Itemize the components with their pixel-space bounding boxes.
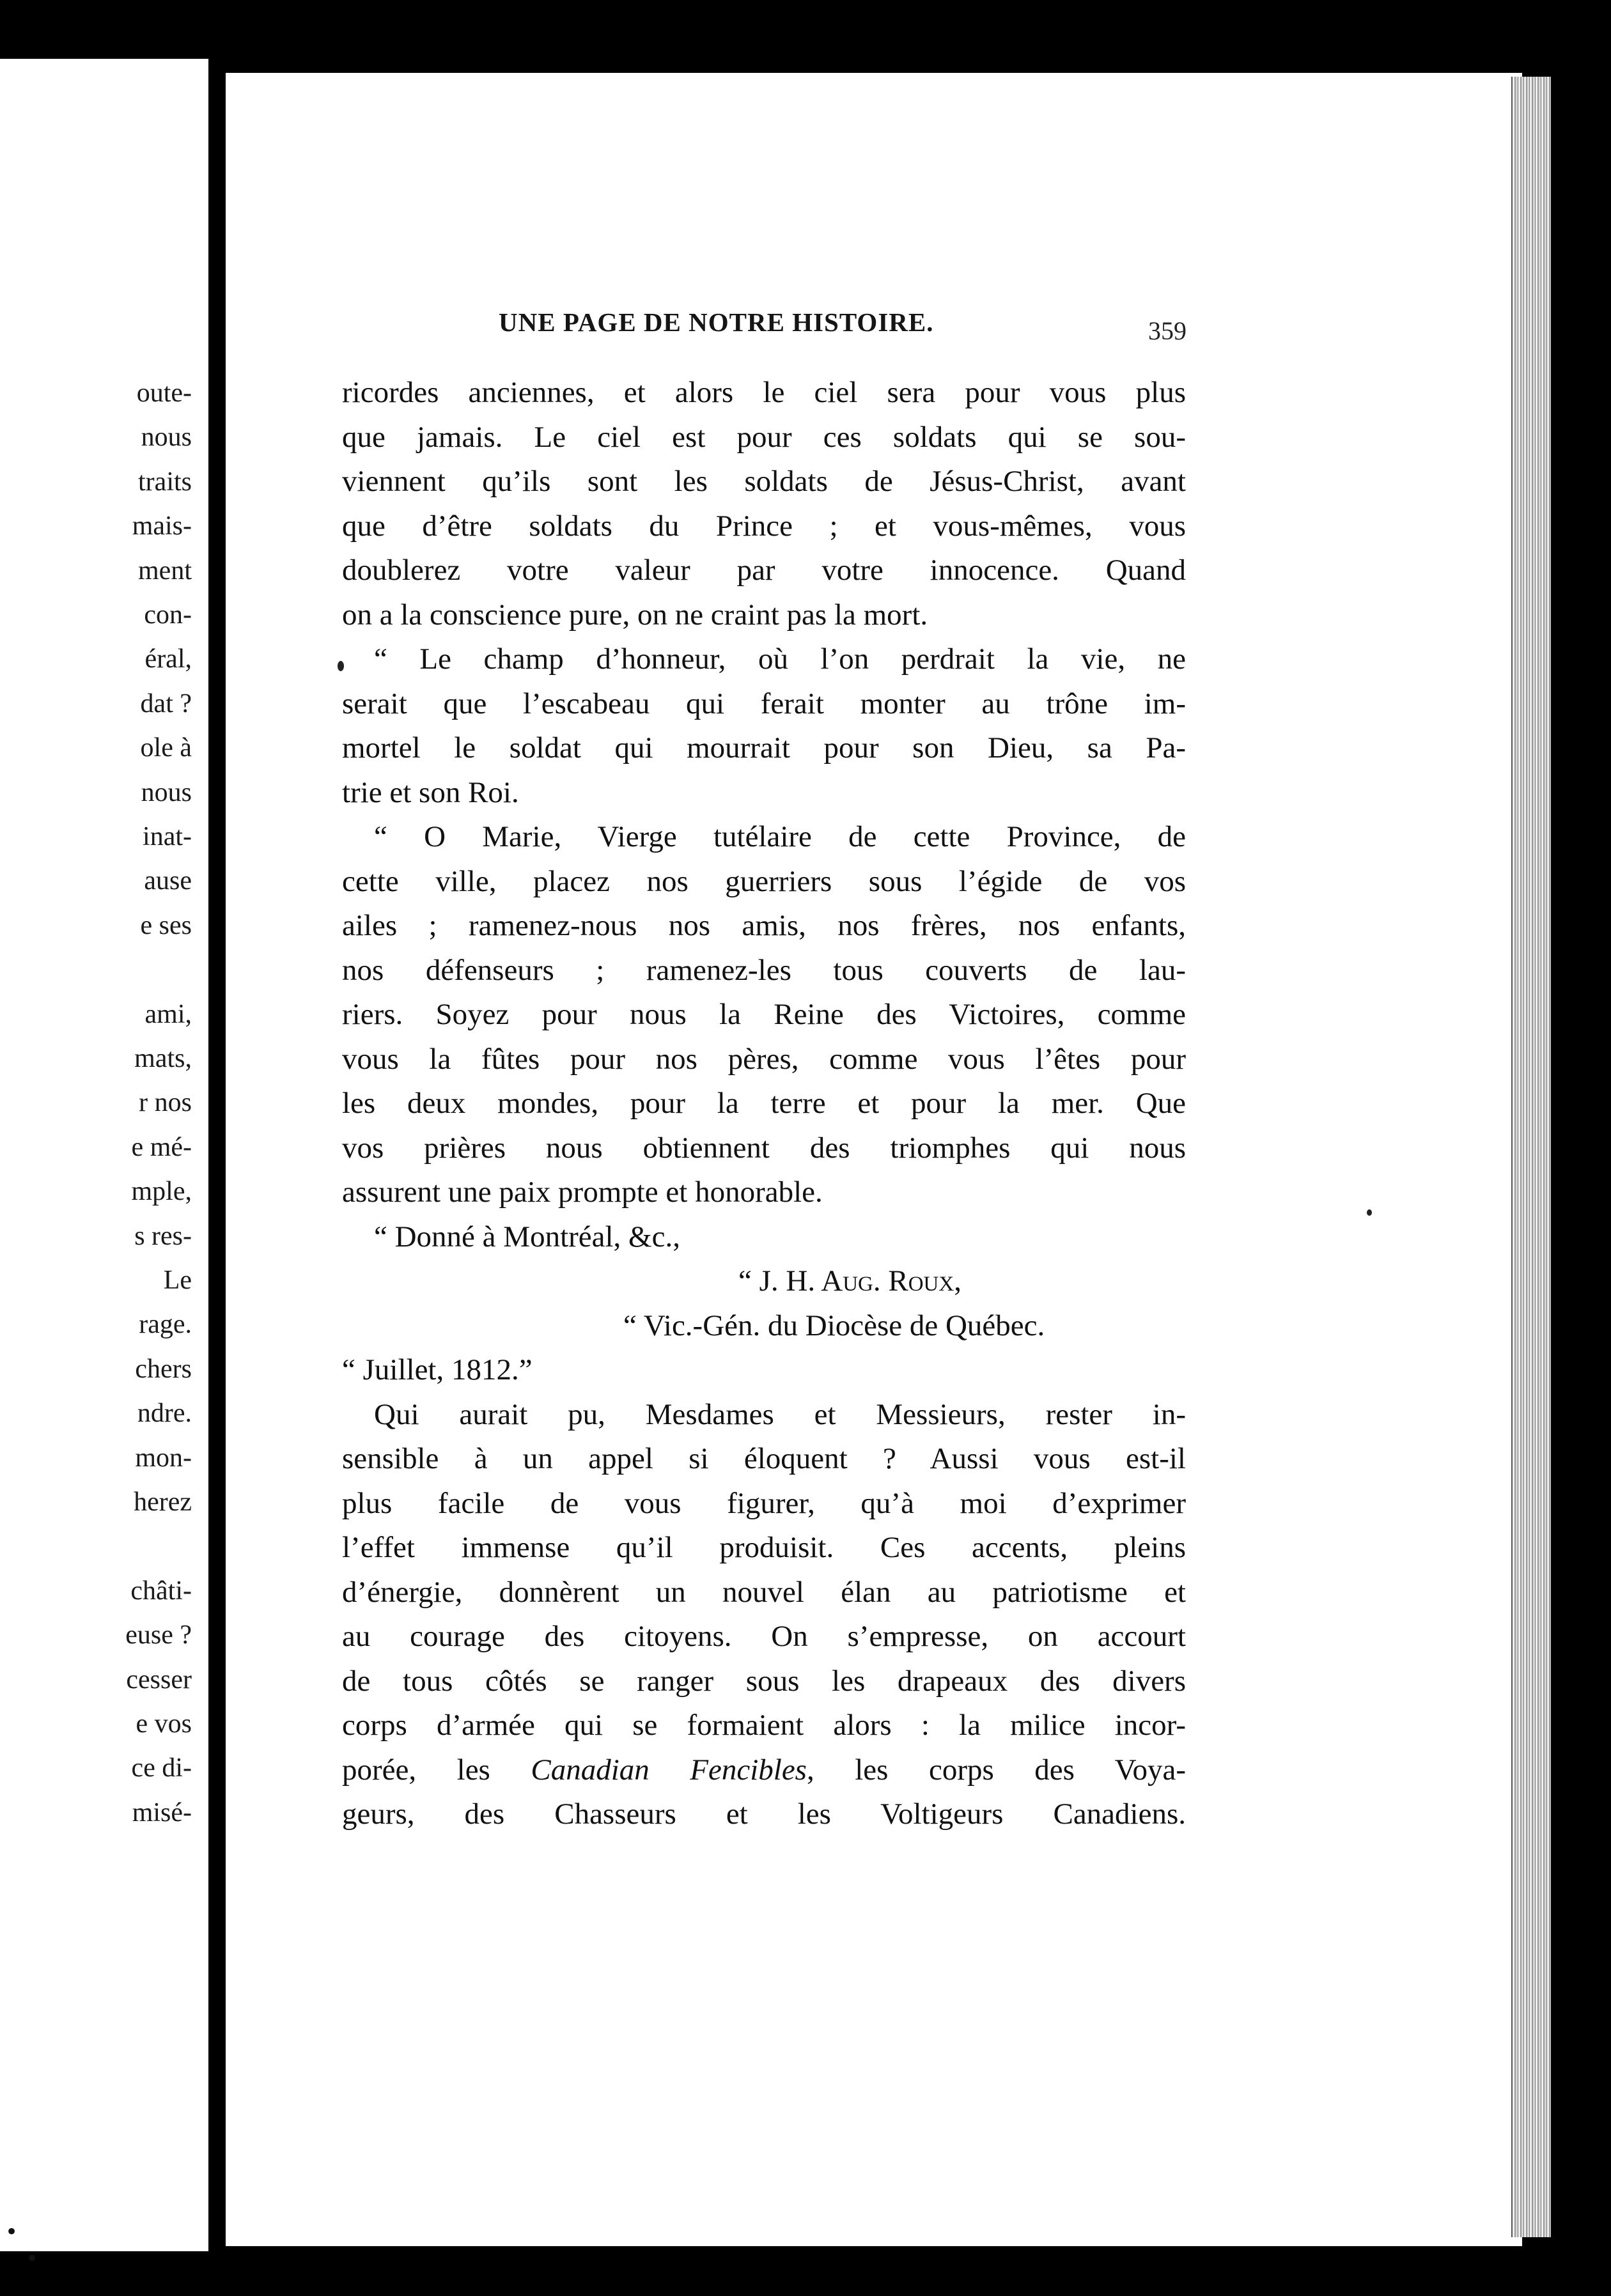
text-line: au courage des citoyens. On s’empresse, on accourt — [342, 1620, 1186, 1653]
text-line: Qui aurait pu, Mesdames et Messieurs, rester in- — [374, 1397, 1186, 1431]
ink-speck — [1367, 1209, 1372, 1216]
left-page-line: Le — [163, 1266, 192, 1295]
text-segment: , les corps des Voya- — [806, 1753, 1186, 1787]
left-page-line: mon- — [135, 1443, 192, 1473]
text-line: les deux mondes, pour la terre et pour la mer. Que — [342, 1087, 1186, 1120]
left-page-line: herez — [134, 1487, 192, 1517]
text-line: vous la fûtes pour nos pères, comme vous l’êtes pour — [342, 1042, 1186, 1076]
left-page-line: e mé- — [131, 1132, 192, 1162]
left-page-line: s res- — [134, 1221, 192, 1251]
text-line: “ Donné à Montréal, &c., — [374, 1220, 680, 1253]
left-page-line: éral, — [144, 644, 192, 674]
left-page-line: e vos — [136, 1709, 192, 1739]
text-line: on a la conscience pure, on ne craint pas la mort. — [342, 598, 928, 632]
text-line: mortel le soldat qui mourrait pour son Dieu, sa Pa- — [342, 731, 1186, 764]
text-line: ricordes anciennes, et alors le ciel sera pour vous plus — [342, 376, 1186, 409]
left-page-line: ce di- — [131, 1753, 192, 1783]
left-page-line: ment — [138, 555, 192, 586]
left-page-line: ndre. — [137, 1399, 192, 1429]
left-page-line: traits — [138, 467, 192, 497]
left-page-line: oute- — [136, 378, 192, 408]
left-page-line: dat ? — [140, 688, 192, 718]
left-page-line: ole à — [140, 733, 192, 763]
text-line-italic — [342, 1748, 1186, 1793]
signature-title: “ Vic.-Gén. du Diocèse de Québec. — [623, 1308, 1045, 1342]
text-line: l’effet immense qu’il produisit. Ces accents, pleins — [342, 1531, 1186, 1564]
left-page-line: euse ? — [125, 1620, 192, 1650]
text-line: viennent qu’ils sont les soldats de Jésus-Christ, avant — [342, 465, 1186, 498]
text-line: “ O Marie, Vierge tutélaire de cette Province, de — [374, 820, 1186, 853]
left-page-line: mais- — [132, 511, 192, 541]
text-line: geurs, des Chasseurs et les Voltigeurs Canadiens. — [342, 1797, 1186, 1831]
left-page-line: inat- — [143, 822, 192, 851]
left-page-fragment — [0, 59, 208, 2272]
signature-name: “ J. H. Aug. Roux, — [738, 1264, 961, 1298]
text-line: de tous côtés se ranger sous les drapeaux des divers — [342, 1664, 1186, 1698]
text-line: doublerez votre valeur par votre innocence. Quand — [342, 554, 1186, 587]
left-page-line: ause — [144, 866, 192, 896]
text-line: d’énergie, donnèrent un nouvel élan au patriotisme et — [342, 1575, 1186, 1609]
left-page-line: e ses — [140, 910, 192, 940]
text-line: que d’être soldats du Prince ; et vous-mêmes, vous — [342, 509, 1186, 543]
left-page-line: mple, — [131, 1177, 192, 1207]
text-line: nos défenseurs ; ramenez-les tous couverts de lau- — [342, 953, 1186, 987]
text-line: plus facile de vous figurer, qu’à moi d’exprimer — [342, 1486, 1186, 1520]
left-page-line: misé- — [132, 1797, 192, 1827]
page-edge — [1511, 77, 1551, 2237]
text-line: que jamais. Le ciel est pour ces soldats qui se sou- — [342, 420, 1186, 454]
text-line: corps d’armée qui se formaient alors : la milice incor- — [342, 1709, 1186, 1742]
text-line: “ Le champ d’honneur, où l’on perdrait la vie, ne — [374, 642, 1186, 676]
text-line: assurent une paix prompte et honorable. — [342, 1175, 823, 1209]
italic-phrase: Canadian Fencibles — [531, 1753, 807, 1787]
running-header: UNE PAGE DE NOTRE HISTOIRE. — [499, 307, 934, 337]
left-page-line: rage. — [139, 1310, 192, 1340]
left-page-line: mats, — [134, 1044, 192, 1073]
ink-speck — [338, 661, 344, 671]
left-page-line: nous — [141, 777, 192, 807]
left-page-line: con- — [144, 600, 192, 630]
text-line: cette ville, placez nos guerriers sous l’égide de vos — [342, 864, 1186, 898]
left-page-line: nous — [141, 423, 192, 453]
left-page-line: r nos — [139, 1088, 192, 1118]
text-line: vos prières nous obtiennent des triomphes qui nous — [342, 1131, 1186, 1165]
left-page-line: ami, — [144, 999, 192, 1029]
text-line: sensible à un appel si éloquent ? Aussi vous est-il — [342, 1442, 1186, 1475]
ink-dot: • — [26, 2246, 39, 2272]
text-segment: porée, les — [342, 1753, 531, 1787]
left-page-line: cesser — [126, 1664, 192, 1695]
ink-dot: • — [5, 2219, 19, 2245]
body-text — [342, 371, 1186, 1837]
text-line: trie et son Roi. — [342, 775, 519, 809]
letter-date: “ Juillet, 1812.” — [342, 1353, 533, 1386]
text-line: riers. Soyez pour nous la Reine des Victoires, comme — [342, 998, 1186, 1031]
text-line: serait que l’escabeau qui ferait monter au trône im- — [342, 686, 1186, 720]
page-number: 359 — [1148, 316, 1187, 345]
left-page-line: chers — [135, 1354, 192, 1384]
text-line: ailes ; ramenez-nous nos amis, nos frères, nos enfants, — [342, 909, 1186, 942]
left-page-line: châti- — [130, 1576, 192, 1606]
